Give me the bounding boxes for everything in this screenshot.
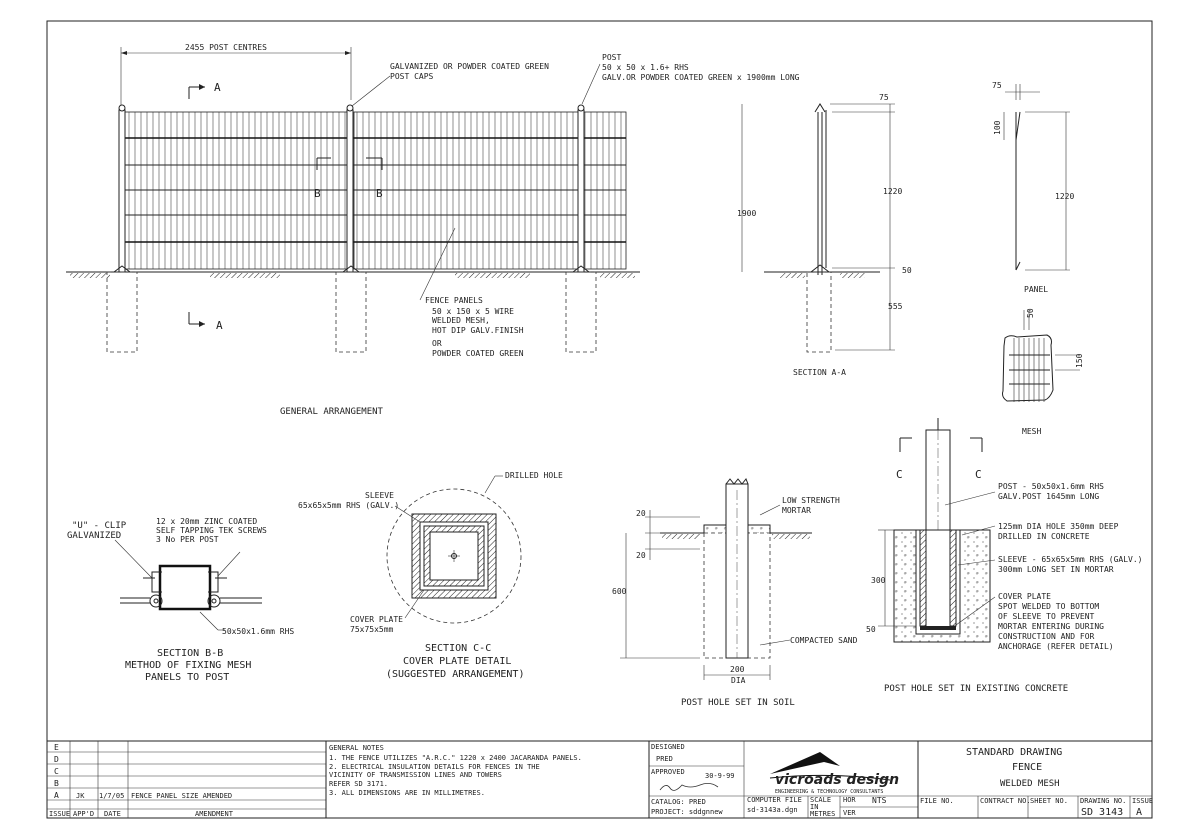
section-b-right: B (376, 187, 383, 200)
concrete-cover-4: MORTAR ENTERING DURING (998, 622, 1104, 631)
bb-title-3: PANELS TO POST (145, 672, 230, 683)
designed-value: PRED (656, 755, 673, 763)
section-bb (67, 517, 294, 683)
concrete-dim-300: 300 (871, 576, 886, 585)
concrete-sleeve-2: 300mm LONG SET IN MORTAR (998, 565, 1114, 574)
rev-a: A (54, 791, 59, 800)
concrete-hole-1: 125mm DIA HOLE 350mm DEEP (998, 522, 1119, 531)
issue-value: A (1136, 807, 1143, 818)
cc-cover-1: COVER PLATE (350, 615, 403, 624)
cc-title-2: COVER PLATE DETAIL (403, 656, 512, 667)
issue-label: ISSUE (1132, 797, 1154, 805)
post-label-3: GALV.OR POWDER COATED GREEN x 1900mm LONG (602, 73, 800, 82)
catalog: CATALOG: PRED (651, 798, 706, 806)
bb-clip-2: GALVANIZED (67, 531, 122, 541)
drawing-no-label: DRAWING NO. (1080, 797, 1127, 805)
rev-d: D (54, 755, 59, 764)
soil-dim-20b: 20 (636, 551, 646, 560)
general-arrangement (66, 43, 800, 417)
section-cc (298, 471, 563, 680)
concrete-title: POST HOLE SET IN EXISTING CONCRETE (884, 684, 1069, 694)
rev-e: E (54, 743, 59, 752)
header-date: DATE (104, 810, 121, 818)
section-a-top: A (214, 81, 221, 94)
soil-sand: COMPACTED SAND (790, 636, 858, 645)
panels-label-3: WELDED MESH, (432, 316, 490, 325)
panel-title: PANEL (1024, 285, 1049, 294)
bb-clip-1: "U" - CLIP (72, 521, 127, 531)
designed-label: DESIGNED (651, 743, 685, 751)
concrete-cover-5: CONSTRUCTION AND FOR (998, 632, 1095, 641)
vicroads-logo: vicroads design (775, 772, 900, 788)
title-block (47, 741, 1153, 818)
approved-signature (660, 783, 718, 790)
panels-label-5: OR (432, 339, 442, 348)
panel-detail (992, 81, 1074, 294)
concrete-c-left: C (896, 468, 903, 481)
computer-file-label: COMPUTER FILE (747, 796, 802, 804)
std-drawing-welded: WELDED MESH (1000, 779, 1060, 789)
post-label-1: POST (602, 53, 622, 62)
panels-label-2: 50 x 150 x 5 WIRE (432, 307, 514, 316)
bb-screws-1: 12 x 20mm ZINC COATED (156, 517, 258, 526)
panel-dim-75: 75 (992, 81, 1002, 90)
mesh-title: MESH (1022, 427, 1042, 436)
post-caps-label-2: POST CAPS (390, 72, 434, 81)
cc-drilled-hole: DRILLED HOLE (505, 471, 563, 480)
panels-label-1: FENCE PANELS (425, 296, 483, 305)
rev-c: C (54, 767, 59, 776)
rev-a-appd: JK (76, 792, 85, 800)
note-2c: REFER SD 3171. (329, 780, 389, 788)
soil-dia: DIA (731, 676, 746, 685)
cc-cover-2: 75x75x5mm (350, 625, 394, 634)
concrete-cover-2: SPOT WELDED TO BOTTOM (998, 602, 1100, 611)
concrete-c-right: C (975, 468, 982, 481)
ver-label: VER (843, 809, 856, 817)
bb-screws-2: SELF TAPPING TEK SCREWS (156, 526, 267, 535)
soil-dim-600: 600 (612, 587, 627, 596)
cc-sleeve-2: 65x65x5mm RHS (GALV.) (298, 501, 400, 510)
scale-in: IN (810, 803, 819, 811)
bb-rhs: 50x50x1.6mm RHS (222, 627, 295, 636)
scale-metres: METRES (810, 810, 836, 818)
bb-title-1: SECTION B-B (157, 648, 224, 659)
contract-no-label: CONTRACT NO. (980, 797, 1031, 805)
concrete-dim-50: 50 (866, 625, 876, 634)
soil-mortar-1: LOW STRENGTH (782, 496, 840, 505)
aa-dim-50: 50 (902, 266, 912, 275)
hor-label: HOR (843, 796, 856, 804)
panels-label-6: POWDER COATED GREEN (432, 349, 524, 358)
post-hole-soil (612, 479, 858, 708)
panel-dim-100: 100 (993, 120, 1002, 135)
approved-date: 30-9-99 (705, 772, 735, 780)
section-aa-title: SECTION A-A (793, 368, 846, 377)
rev-a-text: FENCE PANEL SIZE AMENDED (131, 792, 233, 800)
bb-screws-3: 3 No PER POST (156, 535, 219, 544)
mesh-detail (1003, 308, 1085, 436)
post-label-2: 50 x 50 x 1.6+ RHS (602, 63, 689, 72)
concrete-hole-2: DRILLED IN CONCRETE (998, 532, 1090, 541)
note-2: 2. ELECTRICAL INSULATION DETAILS FOR FENCES IN THE (329, 763, 540, 771)
header-appd: APP'D (73, 810, 95, 818)
concrete-sleeve-1: SLEEVE - 65x65x5mm RHS (GALV.) (998, 555, 1143, 564)
notes-title: GENERAL NOTES (329, 744, 384, 752)
mesh-dim-150: 150 (1075, 353, 1084, 368)
project: PROJECT: sddgnnew (651, 808, 723, 816)
cc-title-1: SECTION C-C (425, 643, 492, 654)
concrete-cover-1: COVER PLATE (998, 592, 1051, 601)
post-hole-concrete (866, 418, 1143, 694)
soil-mortar-2: MORTAR (782, 506, 811, 515)
aa-dim-555: 555 (888, 302, 903, 311)
post-caps-label-1: GALVANIZED OR POWDER COATED GREEN (390, 62, 549, 71)
concrete-post-2: GALV.POST 1645mm LONG (998, 492, 1100, 501)
section-a-bottom: A (216, 319, 223, 332)
section-aa (737, 93, 912, 377)
concrete-post-1: POST - 50x50x1.6mm RHS (998, 482, 1104, 491)
hor-value: NTS (872, 796, 887, 805)
post-centres-label: 2455 POST CENTRES (185, 43, 267, 52)
rev-a-date: 1/7/05 (99, 792, 125, 800)
file-no-label: FILE NO. (920, 797, 954, 805)
approved-label: APPROVED (651, 768, 685, 776)
rev-b: B (54, 779, 59, 788)
std-drawing-title: STANDARD DRAWING (966, 747, 1063, 758)
computer-file-value: sd-3143a.dgn (747, 806, 798, 814)
aa-dim-75: 75 (879, 93, 889, 102)
note-3: 3. ALL DIMENSIONS ARE IN MILLIMETRES. (329, 789, 485, 797)
header-amendment: AMENDMENT (195, 810, 233, 818)
scale-label: SCALE (810, 796, 832, 804)
section-b-left: B (314, 187, 321, 200)
aa-dim-1900: 1900 (737, 209, 757, 218)
concrete-cover-6: ANCHORAGE (REFER DETAIL) (998, 642, 1114, 651)
soil-title: POST HOLE SET IN SOIL (681, 698, 795, 708)
panel-dim-1220: 1220 (1055, 192, 1075, 201)
std-drawing-fence: FENCE (1012, 762, 1043, 773)
sheet-no-label: SHEET NO. (1030, 797, 1068, 805)
drawing-no-value: SD 3143 (1081, 807, 1124, 818)
concrete-cover-3: OF SLEEVE TO PREVENT (998, 612, 1095, 621)
aa-dim-1220: 1220 (883, 187, 903, 196)
soil-dim-200: 200 (730, 665, 745, 674)
cc-title-3: (SUGGESTED ARRANGEMENT) (386, 669, 525, 680)
header-issue: ISSUE (49, 810, 71, 818)
cc-sleeve-1: SLEEVE (365, 491, 394, 500)
note-1: 1. THE FENCE UTILIZES "A.R.C." 1220 x 2400 JACARANDA PANELS. (329, 754, 582, 762)
note-2b: VICINITY OF TRANSMISSION LINES AND TOWERS (329, 771, 502, 779)
mesh-dim-50: 50 (1026, 308, 1035, 318)
general-arrangement-title: GENERAL ARRANGEMENT (280, 407, 383, 417)
soil-dim-20a: 20 (636, 509, 646, 518)
panels-label-4: HOT DIP GALV.FINISH (432, 326, 524, 335)
bb-title-2: METHOD OF FIXING MESH (125, 660, 252, 671)
vicroads-logo-sub: ENGINEERING & TECHNOLOGY CONSULTANTS (775, 789, 884, 795)
